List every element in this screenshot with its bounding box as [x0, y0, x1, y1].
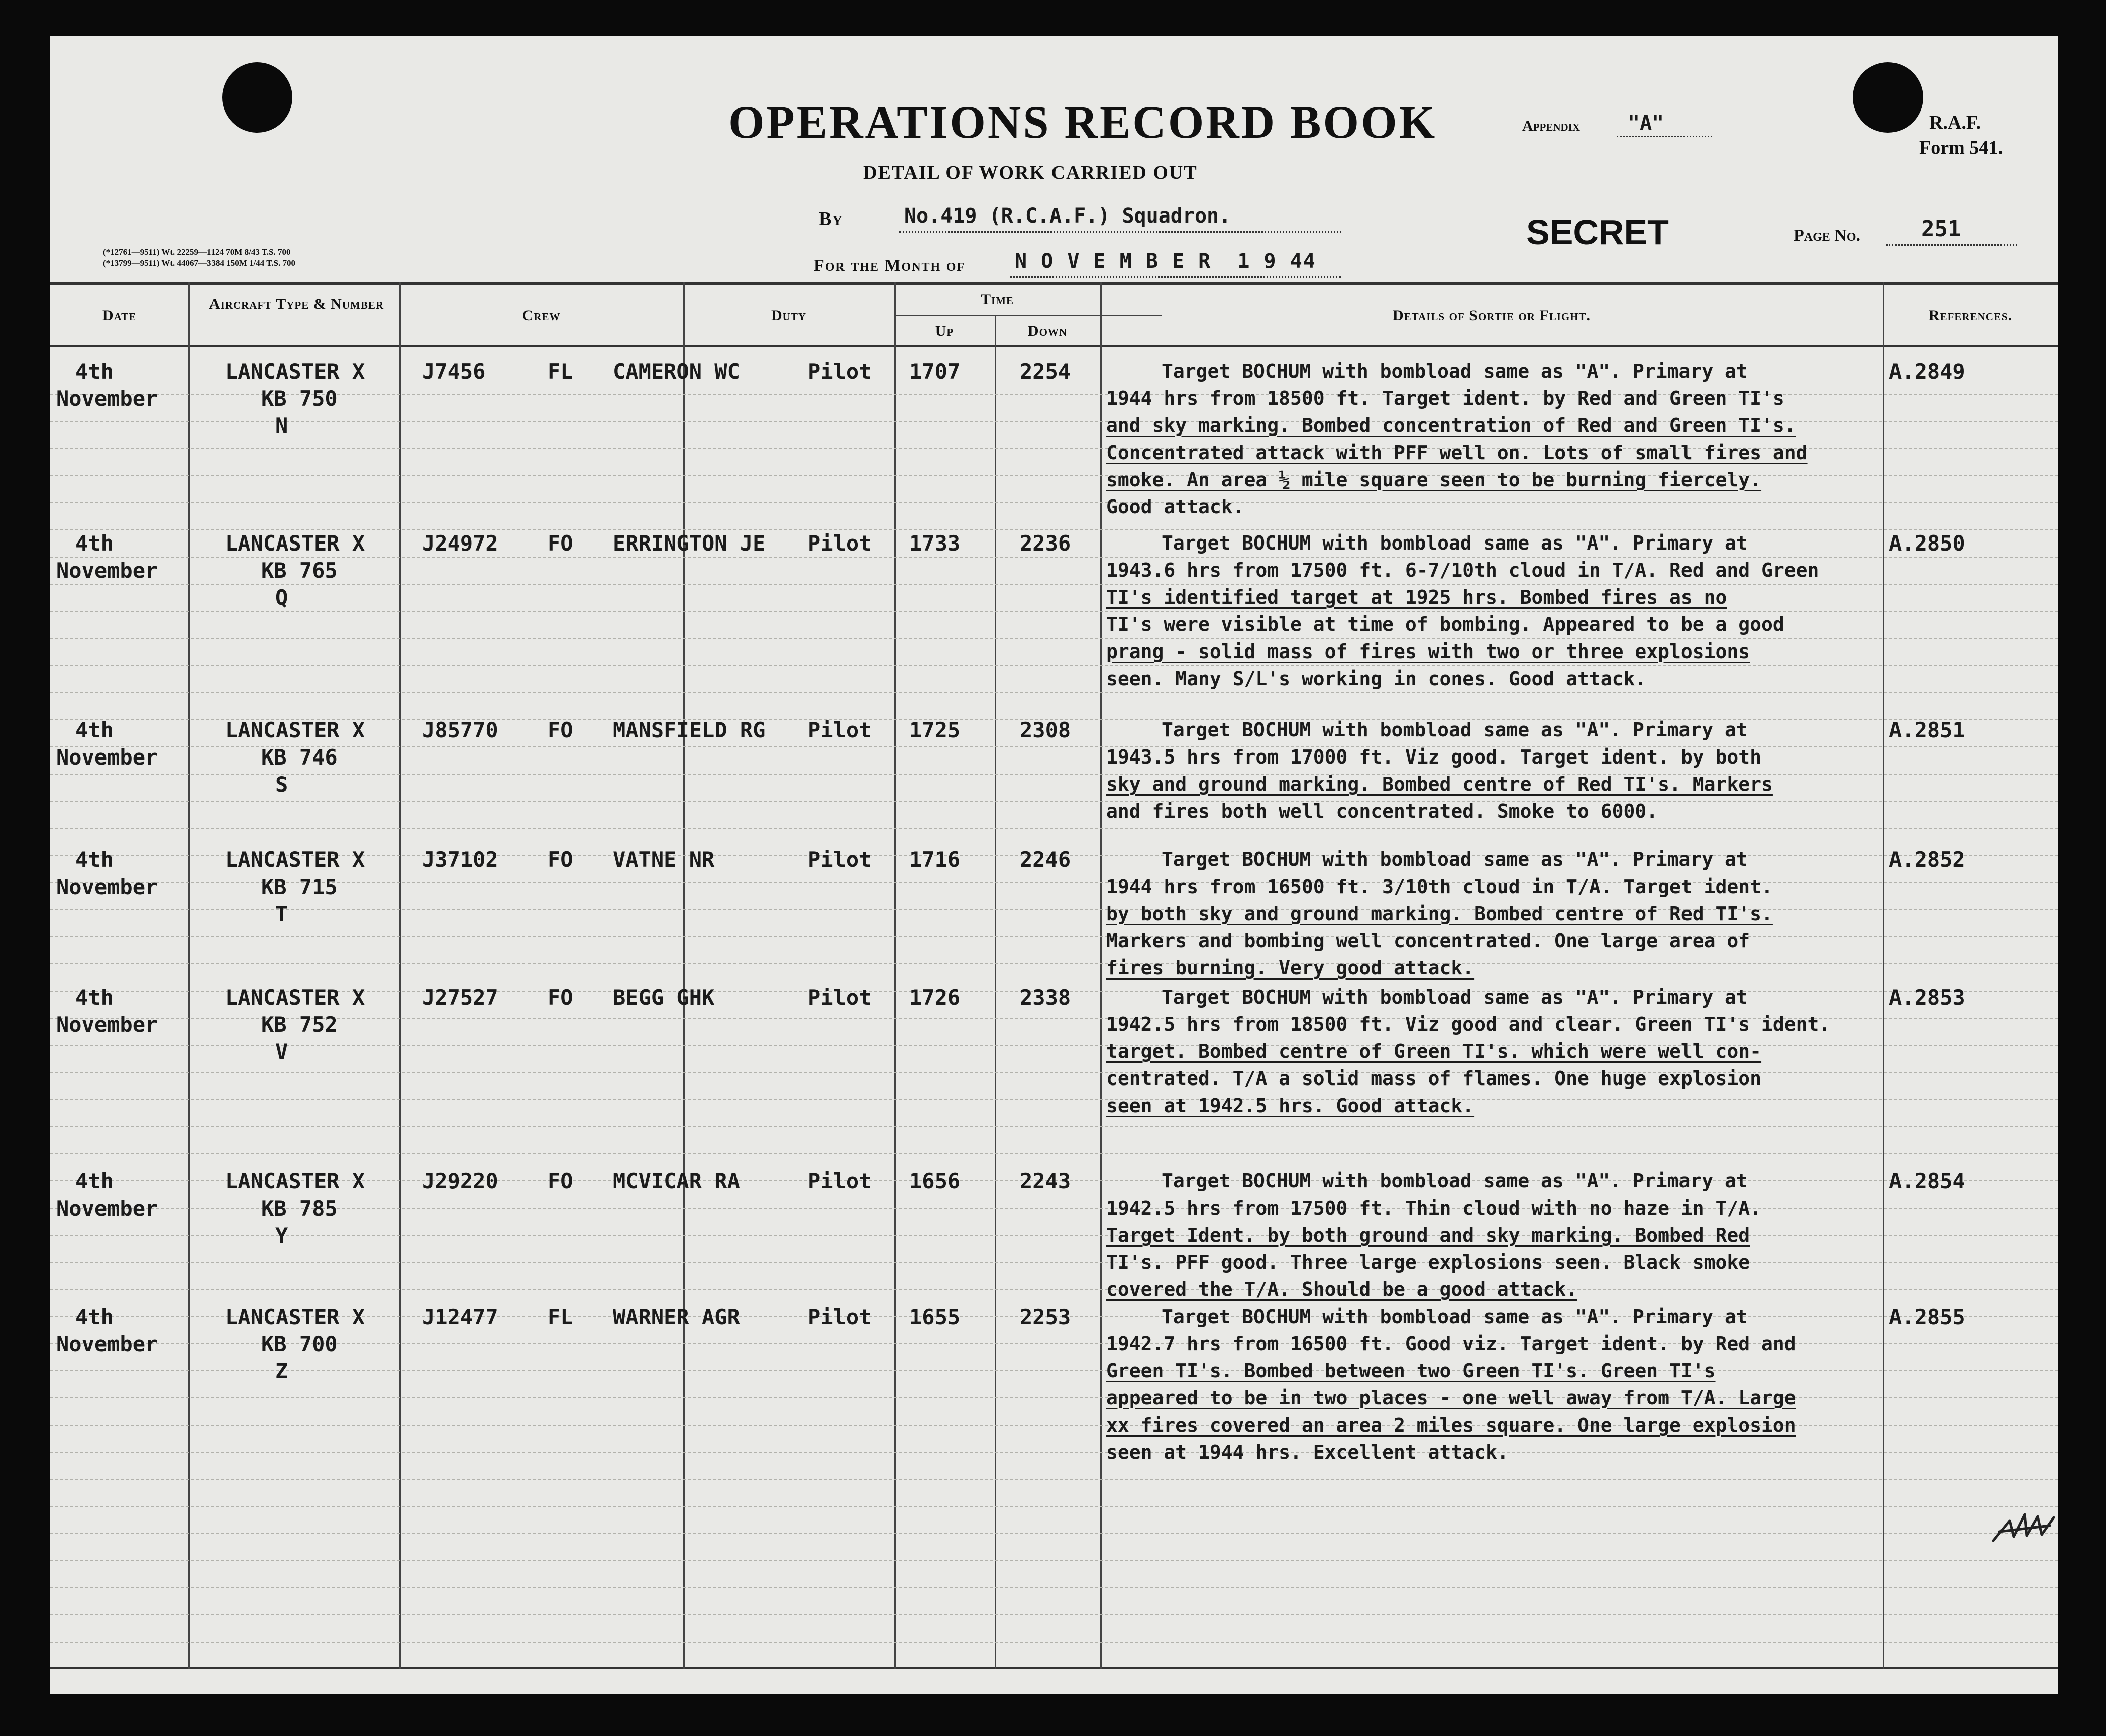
- aircraft-serial: KB 765: [261, 558, 338, 583]
- detail-line: Target BOCHUM with bombload same as "A". Primary at: [1162, 532, 1748, 554]
- detail-line: fires burning. Very good attack.: [1106, 957, 1475, 979]
- date-day: 4th: [75, 531, 114, 556]
- time-down: 2254: [1020, 359, 1071, 384]
- detail-line: appeared to be in two places - one well away from T/A. Large: [1106, 1387, 1796, 1409]
- aircraft-type: LANCASTER X: [225, 1305, 365, 1329]
- ruled-line: [50, 1479, 2058, 1480]
- subtitle: DETAIL OF WORK CARRIED OUT: [863, 162, 1198, 183]
- crew-duty: Pilot: [808, 1305, 872, 1329]
- crew-name: MCVICAR RA: [613, 1169, 740, 1194]
- column-header-time: Time: [980, 291, 1014, 308]
- by-label: By: [819, 208, 844, 230]
- aircraft-code: Y: [275, 1223, 288, 1248]
- crew-service-number: J29220: [422, 1169, 498, 1194]
- handwritten-initials: [1989, 1505, 2060, 1551]
- column-rule: [995, 315, 996, 1669]
- time-down: 2236: [1020, 531, 1071, 556]
- detail-line: smoke. An area ½ mile square seen to be burning fiercely.: [1106, 469, 1762, 491]
- time-down: 2243: [1020, 1169, 1071, 1194]
- column-header-duty: Duty: [771, 307, 806, 324]
- ruled-line: [50, 1153, 2058, 1154]
- date-day: 4th: [75, 1169, 114, 1194]
- aircraft-serial: KB 700: [261, 1332, 338, 1356]
- crew-service-number: J12477: [422, 1305, 498, 1329]
- crew-name: BEGG GHK: [613, 985, 715, 1010]
- form-number: Form 541.: [1919, 137, 2003, 158]
- aircraft-code: V: [275, 1039, 288, 1064]
- print-code: (*12761—9511) Wt. 22259—1124 70M 8/43 T.S. 700: [103, 247, 291, 257]
- column-header-date: Date: [102, 307, 137, 324]
- column-header-crew: Crew: [522, 307, 561, 324]
- crew-rank: FL: [548, 1305, 573, 1329]
- sortie-details: [1106, 716, 1990, 825]
- sortie-details: [1106, 1167, 1990, 1303]
- aircraft-type: LANCASTER X: [225, 985, 365, 1010]
- crew-service-number: J85770: [422, 718, 498, 742]
- ruled-line: [50, 692, 2058, 693]
- crew-rank: FO: [548, 985, 573, 1010]
- reference: A.2855: [1889, 1305, 1965, 1329]
- appendix-label: Appendix: [1522, 118, 1580, 134]
- date-month: November: [56, 1012, 158, 1037]
- detail-line: 1943.6 hrs from 17500 ft. 6-7/10th cloud in T/A. Red and Green: [1106, 559, 1819, 581]
- month-label: For the Month of: [814, 256, 966, 275]
- squadron-name: No.419 (R.C.A.F.) Squadron.: [904, 204, 1231, 228]
- aircraft-serial: KB 785: [261, 1196, 338, 1221]
- table-bottom-rule: [50, 1667, 2058, 1669]
- squadron-rule: [899, 231, 1341, 233]
- detail-line: seen at 1944 hrs. Excellent attack.: [1106, 1441, 1509, 1463]
- page-rule: [1886, 244, 2017, 246]
- detail-line: centrated. T/A a solid mass of flames. One huge explosion: [1106, 1067, 1762, 1090]
- appendix-rule: [1617, 136, 1712, 137]
- page-number: 251: [1921, 216, 1961, 242]
- detail-line: Target Ident. by both ground and sky marking. Bombed Red: [1106, 1224, 1750, 1246]
- crew-name: ERRINGTON JE: [613, 531, 766, 556]
- time-up: 1707: [909, 359, 961, 384]
- table-top-rule: [50, 282, 2058, 285]
- aircraft-serial: KB 715: [261, 875, 338, 899]
- column-rule: [683, 282, 685, 1669]
- aircraft-code: T: [275, 902, 288, 926]
- date-month: November: [56, 1332, 158, 1356]
- ruled-line: [50, 1560, 2058, 1561]
- time-up: 1726: [909, 985, 961, 1010]
- reference: A.2851: [1889, 718, 1965, 742]
- detail-line: 1942.5 hrs from 18500 ft. Viz good and clear. Green TI's ident.: [1106, 1013, 1831, 1035]
- detail-line: Target BOCHUM with bombload same as "A". Primary at: [1162, 719, 1748, 741]
- detail-line: Good attack.: [1106, 496, 1244, 518]
- sortie-details: [1106, 1303, 1990, 1466]
- crew-rank: FL: [548, 359, 573, 384]
- column-rule: [399, 282, 401, 1669]
- crew-name: WARNER AGR: [613, 1305, 740, 1329]
- aircraft-serial: KB 746: [261, 745, 338, 770]
- crew-rank: FO: [548, 531, 573, 556]
- detail-line: 1942.5 hrs from 17500 ft. Thin cloud with no haze in T/A.: [1106, 1197, 1762, 1219]
- crew-duty: Pilot: [808, 847, 872, 872]
- column-header-references: References.: [1928, 307, 2013, 324]
- crew-service-number: J37102: [422, 847, 498, 872]
- time-down: 2308: [1020, 718, 1071, 742]
- crew-rank: FO: [548, 847, 573, 872]
- reference: A.2853: [1889, 985, 1965, 1010]
- reference: A.2852: [1889, 847, 1965, 872]
- detail-line: covered the T/A. Should be a good attack.: [1106, 1278, 1577, 1300]
- classification-stamp: SECRET: [1526, 212, 1669, 252]
- aircraft-type: LANCASTER X: [225, 1169, 365, 1194]
- date-day: 4th: [75, 985, 114, 1010]
- detail-line: prang - solid mass of fires with two or three explosions: [1106, 640, 1750, 663]
- column-header-details: Details of Sortie or Flight.: [1392, 307, 1591, 324]
- time-down: 2338: [1020, 985, 1071, 1010]
- time-up: 1656: [909, 1169, 961, 1194]
- month-value: N O V E M B E R 1 9 44: [1015, 250, 1316, 273]
- time-up: 1655: [909, 1305, 961, 1329]
- aircraft-type: LANCASTER X: [225, 847, 365, 872]
- column-header-down: Down: [1027, 322, 1068, 339]
- detail-line: 1943.5 hrs from 17000 ft. Viz good. Target ident. by both: [1106, 746, 1762, 768]
- column-rule: [188, 282, 190, 1669]
- crew-name: CAMERON WC: [613, 359, 740, 384]
- column-rule: [894, 282, 896, 1669]
- sortie-details: [1106, 358, 1990, 520]
- date-day: 4th: [75, 847, 114, 872]
- detail-line: target. Bombed centre of Green TI's. which were well con-: [1106, 1040, 1762, 1062]
- detail-line: Markers and bombing well concentrated. One large area of: [1106, 930, 1750, 952]
- date-day: 4th: [75, 359, 114, 384]
- ruled-line: [50, 1614, 2058, 1615]
- detail-line: sky and ground marking. Bombed centre of Red TI's. Markers: [1106, 773, 1773, 795]
- detail-line: Target BOCHUM with bombload same as "A". Primary at: [1162, 360, 1748, 382]
- detail-line: Target BOCHUM with bombload same as "A". Primary at: [1162, 848, 1748, 871]
- date-month: November: [56, 875, 158, 899]
- date-month: November: [56, 745, 158, 770]
- detail-line: Target BOCHUM with bombload same as "A". Primary at: [1162, 1306, 1748, 1328]
- column-rule: [1100, 282, 1102, 1669]
- crew-rank: FO: [548, 718, 573, 742]
- detail-line: TI's were visible at time of bombing. Appeared to be a good: [1106, 613, 1784, 635]
- column-header-aircraft: Aircraft Type & Number: [208, 296, 384, 312]
- crew-duty: Pilot: [808, 718, 872, 742]
- time-up: 1725: [909, 718, 961, 742]
- ruled-line: [50, 1126, 2058, 1127]
- detail-line: 1944 hrs from 18500 ft. Target ident. by Red and Green TI's: [1106, 387, 1784, 409]
- crew-service-number: J7456: [422, 359, 486, 384]
- punch-hole: [1853, 62, 1923, 133]
- aircraft-serial: KB 750: [261, 386, 338, 411]
- aircraft-code: Q: [275, 585, 288, 610]
- page-label: Page No.: [1794, 226, 1860, 245]
- detail-line: and fires both well concentrated. Smoke to 6000.: [1106, 800, 1658, 822]
- crew-duty: Pilot: [808, 531, 872, 556]
- sortie-details: [1106, 846, 1990, 982]
- crew-name: MANSFIELD RG: [613, 718, 766, 742]
- detail-line: Concentrated attack with PFF well on. Lots of small fires and: [1106, 442, 1808, 464]
- detail-line: 1944 hrs from 16500 ft. 3/10th cloud in T/A. Target ident.: [1106, 876, 1773, 898]
- aircraft-type: LANCASTER X: [225, 531, 365, 556]
- sortie-details: [1106, 529, 1990, 692]
- ruled-line: [50, 828, 2058, 829]
- month-rule: [1010, 276, 1341, 278]
- crew-duty: Pilot: [808, 985, 872, 1010]
- appendix-value: "A": [1628, 112, 1664, 135]
- detail-line: seen at 1942.5 hrs. Good attack.: [1106, 1095, 1475, 1117]
- detail-line: Target BOCHUM with bombload same as "A". Primary at: [1162, 1170, 1748, 1192]
- form-label: R.A.F.: [1929, 112, 1981, 133]
- reference: A.2850: [1889, 531, 1965, 556]
- crew-rank: FO: [548, 1169, 573, 1194]
- crew-duty: Pilot: [808, 359, 872, 384]
- crew-name: VATNE NR: [613, 847, 715, 872]
- date-day: 4th: [75, 1305, 114, 1329]
- sortie-details: [1106, 984, 1990, 1119]
- crew-service-number: J24972: [422, 531, 498, 556]
- date-day: 4th: [75, 718, 114, 742]
- crew-service-number: J27527: [422, 985, 498, 1010]
- aircraft-code: Z: [275, 1359, 288, 1383]
- date-month: November: [56, 386, 158, 411]
- detail-line: seen. Many S/L's working in cones. Good attack.: [1106, 668, 1647, 690]
- detail-line: TI's. PFF good. Three large explosions seen. Black smoke: [1106, 1251, 1750, 1273]
- detail-line: by both sky and ground marking. Bombed centre of Red TI's.: [1106, 903, 1773, 925]
- aircraft-type: LANCASTER X: [225, 718, 365, 742]
- aircraft-code: S: [275, 772, 288, 797]
- ruled-line: [50, 1642, 2058, 1643]
- detail-line: and sky marking. Bombed concentration of Red and Green TI's.: [1106, 414, 1796, 437]
- detail-line: xx fires covered an area 2 miles square. One large explosion: [1106, 1414, 1796, 1436]
- print-code: (*13799—9511) Wt. 44067—3384 150M 1/44 T.S. 700: [103, 258, 295, 268]
- ruled-line: [50, 1587, 2058, 1588]
- aircraft-code: N: [275, 413, 288, 438]
- ruled-line: [50, 1533, 2058, 1534]
- detail-line: Target BOCHUM with bombload same as "A". Primary at: [1162, 986, 1748, 1008]
- reference: A.2849: [1889, 359, 1965, 384]
- date-month: November: [56, 1196, 158, 1221]
- time-down: 2246: [1020, 847, 1071, 872]
- time-down: 2253: [1020, 1305, 1071, 1329]
- ruled-line: [50, 1506, 2058, 1507]
- header-bottom-rule: [50, 345, 2058, 347]
- aircraft-type: LANCASTER X: [225, 359, 365, 384]
- reference: A.2854: [1889, 1169, 1965, 1194]
- column-header-up: Up: [935, 322, 954, 339]
- time-up: 1716: [909, 847, 961, 872]
- time-up: 1733: [909, 531, 961, 556]
- detail-line: Green TI's. Bombed between two Green TI's. Green TI's: [1106, 1360, 1716, 1382]
- detail-line: 1942.7 hrs from 16500 ft. Good viz. Target ident. by Red and: [1106, 1333, 1796, 1355]
- detail-line: TI's identified target at 1925 hrs. Bombed fires as no: [1106, 586, 1727, 608]
- page-title: OPERATIONS RECORD BOOK: [728, 96, 1437, 148]
- aircraft-serial: KB 752: [261, 1012, 338, 1037]
- date-month: November: [56, 558, 158, 583]
- crew-duty: Pilot: [808, 1169, 872, 1194]
- record-sheet: [50, 36, 2058, 1694]
- punch-hole: [222, 62, 292, 133]
